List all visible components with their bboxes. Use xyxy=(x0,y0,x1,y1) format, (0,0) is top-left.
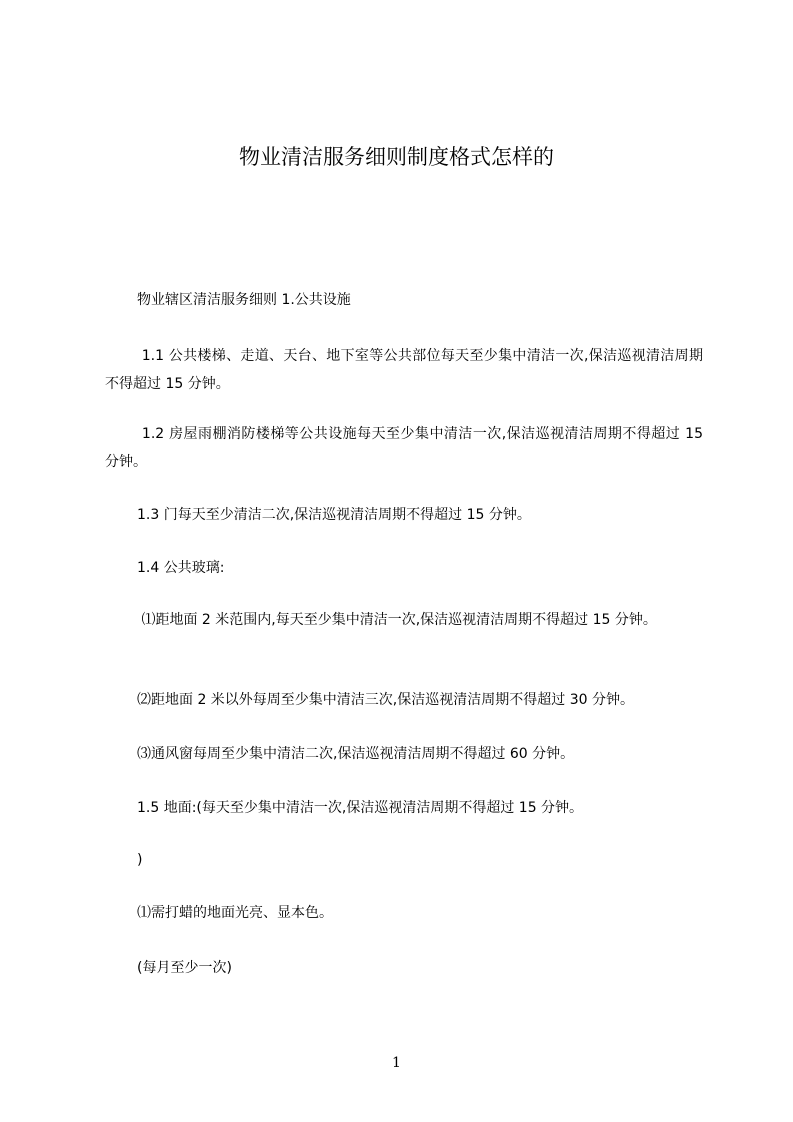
paragraph-1-3 xyxy=(105,501,703,529)
paragraph-text: 1.5 地面:(每天至少集中清洁一次,保洁巡视清洁周期不得超过 15 分钟。 xyxy=(137,800,584,816)
paragraph-intro xyxy=(105,286,703,314)
paragraph-text: ⑶通风窗每周至少集中清洁二次,保洁巡视清洁周期不得超过 60 分钟。 xyxy=(137,746,575,762)
paragraph-1-4-1 xyxy=(105,606,703,634)
paragraph-text: 1.2 房屋雨棚消防楼梯等公共设施每天至少集中清洁一次,保洁巡视清洁周期不得超过 15 分钟。 xyxy=(105,426,703,470)
paragraph-text: ⑴需打蜡的地面光亮、显本色。 xyxy=(137,905,333,921)
paragraph-1-1 xyxy=(105,342,703,398)
document-title: 物业清洁服务细则制度格式怎样的 xyxy=(239,145,554,169)
paragraph-text: ⑴距地面 2 米范围内,每天至少集中清洁一次,保洁巡视清洁周期不得超过 15 分钟。 xyxy=(137,612,657,628)
paragraph-1-4 xyxy=(105,554,703,582)
paragraph-1-4-2 xyxy=(105,686,703,714)
paragraph-text: ⑵距地面 2 米以外每周至少集中清洁三次,保洁巡视清洁周期不得超过 30 分钟。 xyxy=(137,692,634,708)
paragraph-1-4-3 xyxy=(105,740,703,768)
paragraph-text: 1.3 门每天至少清洁二次,保洁巡视清洁周期不得超过 15 分钟。 xyxy=(137,507,531,523)
paragraph-text: (每月至少一次) xyxy=(137,960,232,976)
paragraph-text: ) xyxy=(137,852,143,868)
paragraph-text: 1.4 公共玻璃: xyxy=(137,560,225,576)
paragraph-text: 1.1 公共楼梯、走道、天台、地下室等公共部位每天至少集中清洁一次,保洁巡视清洁周期不得超过 15 分钟。 xyxy=(105,348,703,392)
paragraph-close-paren xyxy=(105,846,703,874)
paragraph-1-2 xyxy=(105,420,703,476)
paragraph-1-5-1 xyxy=(105,899,703,927)
paragraph-monthly xyxy=(105,954,703,982)
page-number: 1 xyxy=(392,1055,401,1071)
paragraph-text: 物业辖区清洁服务细则 1.公共设施 xyxy=(137,292,351,308)
paragraph-1-5 xyxy=(105,794,703,822)
